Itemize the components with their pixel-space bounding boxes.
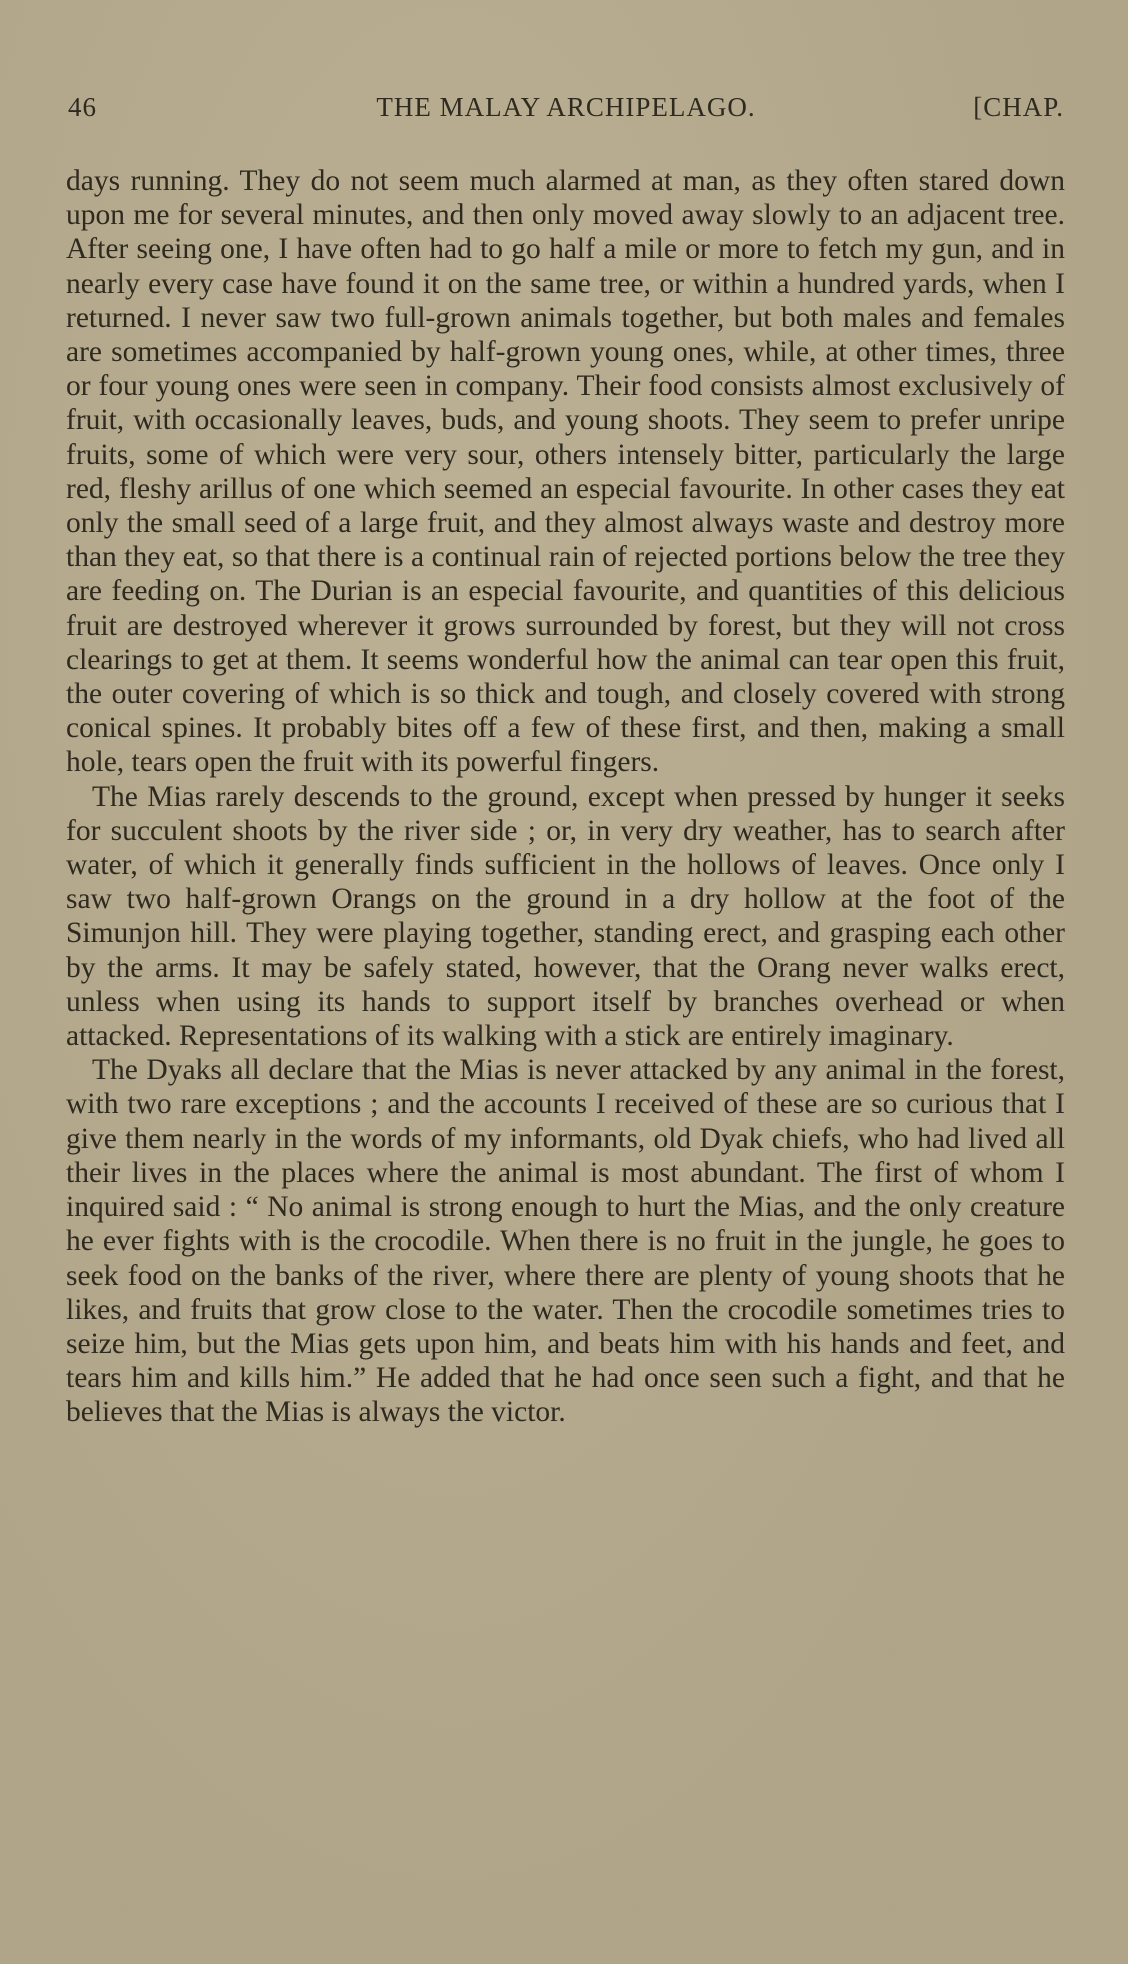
- paragraph-2: The Mias rarely descends to the ground, except when pressed by hunger it seeks for succulent shoots by the river side ; or, in very dry weather, has to search after water, of which it generally finds sufficient in the hollows of leaves. Once only I saw two half-grown Orangs on the ground in a dry hollow at the foot of the Simunjon hill. They were playing together, standing erect, and grasping each other by the arms. It may be safely stated, however, that the Orang never walks erect, unless when using its hands to support itself by branches overhead or when attacked. Representations of its walking with a stick are entirely imaginary.: [66, 780, 1065, 1053]
- body-text: [66, 164, 1065, 1430]
- running-header: [68, 92, 1064, 132]
- chapter-label: [CHAP.: [973, 92, 1064, 122]
- paragraph-3: The Dyaks all declare that the Mias is never attacked by any animal in the forest, with two rare exceptions ; and the accounts I received of these are so curious that I give them nearly in the words of my informants, old Dyak chiefs, who had lived all their lives in the places where the animal is most abundant. The first of whom I inquired said : “ No animal is strong enough to hurt the Mias, and the only creature he ever fights with is the crocodile. When there is no fruit in the jungle, he goes to seek food on the banks of the river, where there are plenty of young shoots that he likes, and fruits that grow close to the water. Then the crocodile sometimes tries to seize him, but the Mias gets upon him, and beats him with his hands and feet, and tears him and kills him.” He added that he had once seen such a fight, and that he believes that the Mias is always the victor.: [66, 1054, 1065, 1429]
- running-title: THE MALAY ARCHIPELAGO.: [376, 92, 756, 122]
- paragraph-1: days running. They do not seem much alarmed at man, as they often stared down upon me for several minutes, and then only moved away slowly to an adjacent tree. After seeing one, I have often had to go half a mile or more to fetch my gun, and in nearly every case have found it on the same tree, or within a hundred yards, when I returned. I never saw two full-grown animals together, but both males and females are sometimes accompanied by half-grown young ones, while, at other times, three or four young ones were seen in company. Their food consists almost exclusively of fruit, with occasionally leaves, buds, and young shoots. They seem to prefer unripe fruits, some of which were very sour, others intensely bitter, particularly the large red, fleshy arillus of one which seemed an especial favourite. In other cases they eat only the small seed of a large fruit, and they almost always waste and destroy more than they eat, so that there is a continual rain of rejected portions below the tree they are feeding on. The Durian is an especial favourite, and quantities of this delicious fruit are destroyed wherever it grows surrounded by forest, but they will not cross clearings to get at them. It seems wonderful how the animal can tear open this fruit, the outer covering of which is so thick and tough, and closely covered with strong conical spines. It probably bites off a few of these first, and then, making a small hole, tears open the fruit with its powerful fingers.: [66, 165, 1065, 779]
- page-number: 46: [68, 92, 97, 122]
